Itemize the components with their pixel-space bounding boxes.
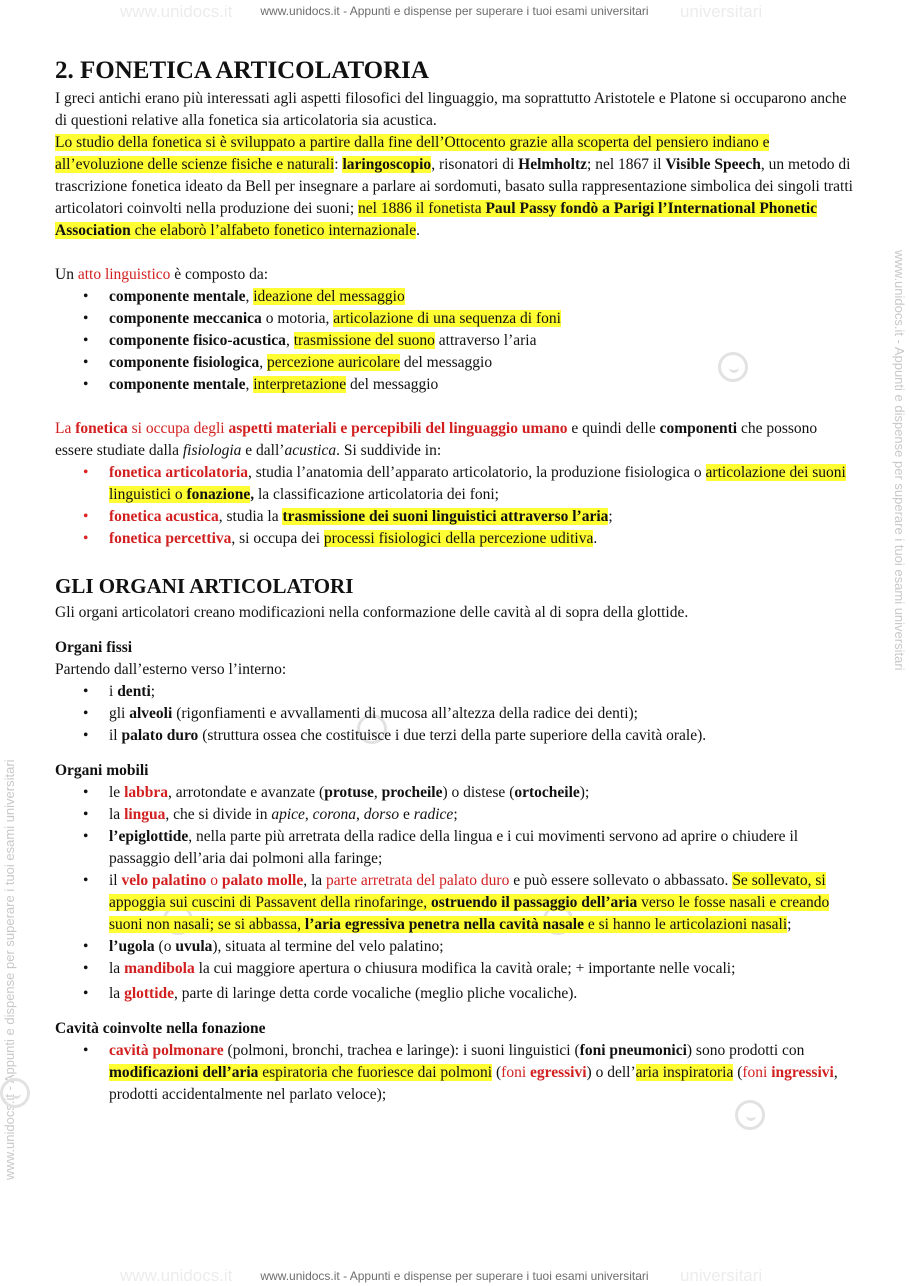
intro-paragraph: I greci antichi erano più interessati agli aspetti filosofici del linguaggio, ma soprattutto Aristotele e Platone si occuparono anche di questioni relative alla fonetica sia articolatoria sia acustica. — [55, 90, 847, 129]
fonetica-paragraph: La fonetica si occupa degli aspetti materiali e percepibili del linguaggio umano e quindi delle componenti che possono essere studiate dalla fisiologia e dall’acustica. Si suddivide in: — [55, 420, 818, 459]
organi-fissi-intro: Partendo dall’esterno verso l’interno: — [55, 661, 287, 678]
list-item: • fonetica articolatoria, studia l’anatomia dell’apparato articolatorio, la produzione fisiologica o articolazione dei suoni linguistici o fonazione, la classificazione articolatoria dei foni; — [109, 462, 855, 506]
history-paragraph: Lo studio della fonetica si è sviluppato a partire dalla fine dell’Ottocento grazie alla scoperta del pensiero indiano e all’evoluzione delle scienze fisiche e naturali: laringoscopio, risonatori di Helmholtz; nel 1867 il Visible Speech, un metodo di trascrizione fonetica ideato da Bell per insegnare a parlare ai sordomuti, basato sulla rappresentazione simbolica dei singoli tratti articolatori coinvolti nella produzione dei suoni; nel 1886 il fonetista Paul Passy fondò a Parigi l’International Phonetic Association che elaborò l’alfabeto fonetico internazionale. — [55, 134, 853, 239]
section-title-organi-articolatori: GLI ORGANI ARTICOLATORI — [55, 574, 354, 598]
document-body — [55, 56, 855, 1106]
list-item: • la lingua, che si divide in apice, corona, dorso e radice; — [109, 804, 855, 826]
organi-fissi-list — [55, 681, 855, 747]
list-item: • il velo palatino o palato molle, la parte arretrata del palato duro e può essere sollevato o abbassato. Se sollevato, si appoggia sui cuscini di Passavent della rinofaringe, ostruendo il passaggio dell’aria verso le fosse nasali e creando suoni non nasali; se si abbassa, l’aria egressiva penetra nella cavità nasale e si hanno le articolazioni nasali; — [109, 870, 855, 936]
subheading-organi-mobili: Organi mobili — [55, 762, 149, 779]
watermark-ghost-bottom-left: www.unidocs.it — [120, 1266, 233, 1285]
watermark-footer: www.unidocs.it - Appunti e dispense per superare i tuoi esami universitari — [260, 1269, 649, 1283]
subheading-cavita-fonazione: Cavità coinvolte nella fonazione — [55, 1020, 266, 1037]
watermark-logo-icon — [0, 1078, 30, 1108]
organi-intro: Gli organi articolatori creano modificazioni nella conformazione delle cavità al di sopra della glottide. — [55, 604, 689, 621]
list-item: • l’ugola (o uvula), situata al termine del velo palatino; — [109, 936, 855, 958]
list-item: • fonetica percettiva, si occupa dei processi fisiologici della percezione uditiva. — [109, 528, 855, 550]
list-item: • la mandibola la cui maggiore apertura o chiusura modifica la cavità orale; + importante nelle vocali; — [109, 958, 855, 980]
section-title-fonetica-articolatoria: 2. FONETICA ARTICOLATORIA — [55, 57, 429, 84]
list-item: • componente mentale, ideazione del messaggio — [109, 286, 855, 308]
watermark-side-left: www.unidocs.it - Appunti e dispense per superare i tuoi esami universitari — [2, 759, 17, 1180]
list-item: • i denti; — [109, 681, 855, 703]
list-item: • cavità polmonare (polmoni, bronchi, trachea e laringe): i suoni linguistici (foni pneumonici) sono prodotti con modificazioni dell’aria espiratoria che fuoriesce dai polmoni (foni egressivi) o dell’aria inspiratoria (foni ingressivi, prodotti accidentalmente nel parlato veloce); — [109, 1040, 855, 1106]
list-item: • componente mentale, interpretazione del messaggio — [109, 374, 855, 396]
organi-mobili-list — [55, 782, 855, 1005]
watermark-ghost-bottom-right: universitari — [680, 1266, 763, 1285]
atto-linguistico-intro: Un atto linguistico è composto da: — [55, 266, 269, 283]
watermark-header: www.unidocs.it - Appunti e dispense per superare i tuoi esami universitari — [260, 4, 649, 18]
list-item: • componente fisiologica, percezione auricolare del messaggio — [109, 352, 855, 374]
watermark-side-right: www.unidocs.it - Appunti e dispense per superare i tuoi esami universitari — [892, 250, 907, 671]
list-item: • componente meccanica o motoria, articolazione di una sequenza di foni — [109, 308, 855, 330]
list-item: • componente fisico-acustica, trasmissione del suono attraverso l’aria — [109, 330, 855, 352]
list-item: • le labbra, arrotondate e avanzate (protuse, procheile) o distese (ortocheile); — [109, 782, 855, 804]
list-item: • gli alveoli (rigonfiamenti e avvallamenti di mucosa all’altezza della radice dei denti); — [109, 703, 855, 725]
watermark-ghost-right: universitari — [680, 2, 763, 21]
subheading-organi-fissi: Organi fissi — [55, 639, 133, 656]
list-item: • il palato duro (struttura ossea che costituisce i due terzi della parte superiore della cavità orale). — [109, 725, 855, 747]
watermark-ghost-left: www.unidocs.it — [120, 2, 233, 21]
fonetica-list — [55, 462, 855, 550]
cavita-list — [55, 1040, 855, 1106]
atto-linguistico-list — [55, 286, 855, 396]
list-item: • l’epiglottide, nella parte più arretrata della radice della lingua e i cui movimenti servono ad aprire o chiudere il passaggio dell’aria dai polmoni alla faringe; — [109, 826, 855, 870]
list-item: • la glottide, parte di laringe detta corde vocaliche (meglio pliche vocaliche). — [109, 983, 855, 1005]
list-item: • fonetica acustica, studia la trasmissione dei suoni linguistici attraverso l’aria; — [109, 506, 855, 528]
